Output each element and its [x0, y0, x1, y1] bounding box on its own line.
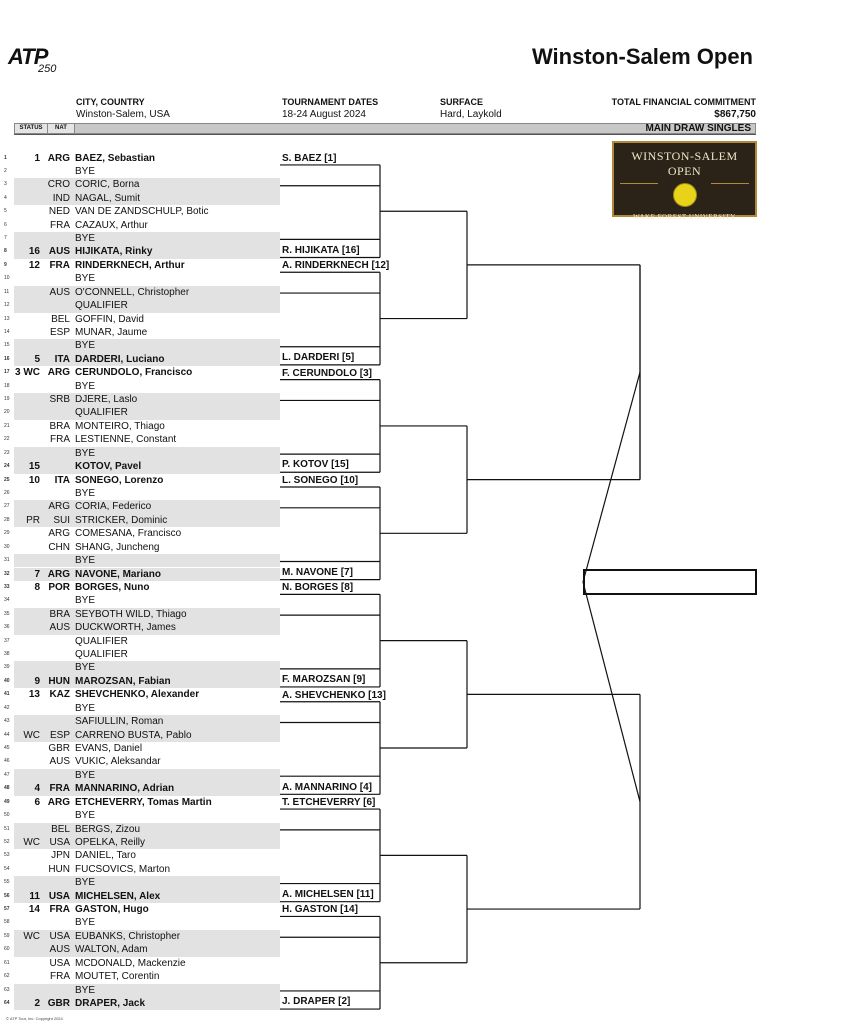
row-nat: BEL — [51, 313, 70, 325]
row-nat: FRA — [49, 783, 70, 795]
row-nat: ESP — [49, 326, 70, 338]
player-name: O'CONNELL, Christopher — [75, 286, 190, 298]
row-nat: SRB — [49, 394, 70, 406]
row-number: 4 — [4, 194, 7, 201]
row-status: PR — [26, 514, 40, 526]
round2-player: A. SHEVCHENKO [13] — [282, 689, 386, 701]
row-number: 40 — [4, 677, 10, 684]
player-name: BYE — [75, 488, 96, 499]
row-number: 29 — [4, 530, 10, 537]
city-label: CITY, COUNTRY — [76, 97, 145, 107]
row-nat: ITA — [54, 474, 70, 486]
row-nat: FRA — [49, 259, 70, 271]
row-nat: AUS — [49, 944, 70, 956]
row-number: 31 — [4, 557, 10, 564]
row-status: 2 — [34, 997, 40, 1009]
row-number: 49 — [4, 798, 10, 805]
row-number: 28 — [4, 516, 10, 523]
row-status: 7 — [34, 568, 40, 580]
row-nat: ESP — [49, 729, 70, 741]
player-name: BYE — [75, 273, 96, 285]
player-name: BYE — [75, 917, 96, 929]
row-number: 24 — [4, 463, 10, 470]
row-number: 42 — [4, 704, 10, 711]
player-name: FUCSOVICS, Marton — [75, 863, 171, 875]
row-number: 47 — [4, 771, 10, 778]
player-name: SHANG, Juncheng — [75, 541, 160, 553]
row-nat: GBR — [47, 997, 70, 1009]
player-name: ETCHEVERRY, Tomas Martin — [75, 796, 212, 808]
round2-player: J. DRAPER [2] — [282, 996, 351, 1008]
row-nat: BRA — [49, 608, 70, 620]
player-name: GASTON, Hugo — [75, 904, 149, 916]
player-name: DRAPER, Jack — [75, 997, 146, 1009]
row-number: 46 — [4, 758, 10, 765]
player-name: CAZAUX, Arthur — [75, 219, 148, 231]
round2-player: T. ETCHEVERRY [6] — [282, 797, 376, 808]
player-name: BYE — [75, 877, 96, 889]
sponsor-subtitle: WAKE FOREST UNIVERSITY — [633, 213, 736, 221]
player-name: CORIA, Federico — [75, 501, 152, 513]
dates-value: 18-24 August 2024 — [282, 109, 366, 120]
row-number: 10 — [4, 275, 10, 282]
bracket-line — [583, 372, 640, 582]
logo-sub: 250 — [38, 63, 57, 75]
row-nat: SUI — [53, 514, 70, 526]
player-name: COMESANA, Francisco — [75, 528, 182, 540]
row-nat: AUS — [48, 246, 70, 258]
round2-player: S. BAEZ [1] — [282, 152, 337, 164]
row-number: 52 — [4, 838, 10, 845]
player-name: CERUNDOLO, Francisco — [75, 367, 193, 379]
player-name: MCDONALD, Mackenzie — [75, 957, 186, 969]
row-number: 19 — [4, 396, 10, 403]
row-number: 2 — [4, 167, 7, 174]
player-name: MICHELSEN, Alex — [75, 890, 161, 902]
row-nat: AUS — [49, 286, 70, 298]
row-number: 27 — [4, 503, 10, 510]
row-nat: POR — [48, 581, 70, 593]
row-nat: KAZ — [49, 689, 70, 701]
player-name: DANIEL, Taro — [75, 850, 136, 862]
row-number: 11 — [4, 288, 10, 295]
player-name: GOFFIN, David — [75, 313, 144, 325]
player-name: DJERE, Laslo — [75, 394, 138, 406]
player-name: MAROZSAN, Fabian — [75, 675, 171, 687]
commitment-value: $867,750 — [714, 109, 756, 120]
row-nat: ITA — [54, 353, 70, 365]
row-nat: USA — [49, 836, 70, 848]
player-name: BAEZ, Sebastian — [75, 152, 156, 164]
player-name: RINDERKNECH, Arthur — [75, 259, 185, 271]
player-name: CORIC, Borna — [75, 179, 140, 191]
player-name: KOTOV, Pavel — [75, 461, 142, 473]
city-value: Winston-Salem, USA — [76, 109, 170, 120]
row-number: 51 — [4, 825, 10, 832]
row-status: 13 — [28, 689, 40, 701]
player-name: WALTON, Adam — [75, 944, 148, 956]
row-status: WC — [23, 930, 40, 942]
player-name: LESTIENNE, Constant — [75, 434, 177, 446]
row-number: 54 — [4, 865, 10, 872]
row-status: 16 — [28, 246, 40, 258]
row-number: 35 — [4, 610, 10, 617]
nat-column-header: NAT — [48, 124, 75, 133]
row-number: 12 — [4, 302, 10, 309]
player-name: SHEVCHENKO, Alexander — [75, 689, 200, 701]
row-nat: FRA — [49, 904, 70, 916]
player-name: MONTEIRO, Thiago — [75, 420, 165, 432]
row-number: 5 — [4, 208, 7, 215]
row-nat: ARG — [48, 501, 70, 513]
row-nat: ARG — [47, 367, 70, 379]
player-name: BYE — [75, 810, 96, 822]
round2-player: M. NAVONE [7] — [282, 566, 353, 578]
row-status: 3 WC — [15, 367, 40, 379]
row-number: 50 — [4, 812, 10, 819]
row-number: 13 — [4, 315, 10, 322]
surface-label: SURFACE — [440, 97, 484, 107]
row-number: 63 — [4, 986, 10, 993]
player-name: MOUTET, Corentin — [75, 971, 160, 983]
row-number: 15 — [4, 342, 10, 349]
player-name: OPELKA, Reilly — [75, 836, 146, 848]
row-nat: FRA — [50, 219, 70, 231]
row-number: 26 — [4, 490, 10, 496]
row-number: 60 — [4, 946, 10, 953]
round2-player: L. DARDERI [5] — [282, 352, 355, 364]
row-number: 9 — [4, 261, 7, 268]
player-name: BYE — [75, 662, 96, 674]
row-nat: IND — [52, 192, 70, 204]
player-name: BYE — [75, 233, 96, 245]
commitment-label: TOTAL FINANCIAL COMMITMENT — [611, 97, 756, 107]
row-number: 61 — [4, 959, 10, 966]
row-number: 8 — [4, 248, 7, 255]
player-name: BERGS, Zizou — [75, 823, 141, 835]
row-nat: USA — [49, 930, 70, 942]
row-number: 58 — [4, 919, 10, 926]
row-nat: ARG — [47, 796, 70, 808]
row-number: 20 — [4, 409, 10, 416]
row-nat: HUN — [48, 675, 70, 687]
player-name: SEYBOTH WILD, Thiago — [75, 608, 187, 620]
row-number: 7 — [4, 235, 7, 242]
row-number: 1 — [4, 154, 7, 161]
row-number: 14 — [4, 328, 10, 335]
round2-player: A. MICHELSEN [11] — [282, 888, 374, 900]
row-nat: FRA — [50, 971, 70, 983]
sponsor-title: WINSTON-SALEM OPEN — [631, 149, 738, 178]
player-name: BYE — [75, 555, 96, 567]
row-status: 15 — [28, 461, 40, 473]
row-number: 56 — [4, 892, 10, 899]
round2-player: A. MANNARINO [4] — [282, 781, 372, 793]
row-nat: BEL — [51, 823, 70, 835]
row-status: WC — [23, 836, 40, 848]
player-name: SAFIULLIN, Roman — [75, 716, 164, 728]
row-status: 9 — [34, 675, 40, 687]
row-number: 59 — [4, 932, 10, 939]
player-name: VAN DE ZANDSCHULP, Botic — [75, 206, 209, 218]
row-number: 41 — [4, 691, 10, 698]
row-number: 53 — [4, 852, 10, 859]
row-status: 4 — [34, 783, 40, 795]
row-number: 32 — [4, 570, 10, 577]
player-name: BYE — [75, 340, 96, 352]
row-nat: AUS — [49, 756, 70, 768]
row-number: 23 — [4, 449, 10, 456]
player-name: QUALIFIER — [75, 635, 128, 647]
round2-player: A. RINDERKNECH [12] — [282, 260, 390, 272]
player-name: EUBANKS, Christopher — [75, 930, 181, 942]
row-number: 34 — [4, 597, 10, 604]
main-draw-label: MAIN DRAW SINGLES — [645, 123, 751, 134]
row-status: 12 — [28, 259, 40, 271]
row-nat: ARG — [48, 528, 70, 540]
player-name: VUKIC, Aleksandar — [75, 756, 161, 768]
player-name: MANNARINO, Adrian — [75, 783, 175, 795]
player-name: NAVONE, Mariano — [75, 568, 161, 580]
footer-copyright: © ATP Tour, Inc. Copyright 2024 — [6, 1016, 63, 1021]
row-number: 62 — [4, 973, 10, 980]
round2-player: H. GASTON [14] — [282, 904, 358, 916]
round2-player: N. BORGES [8] — [282, 582, 354, 594]
dates-label: TOURNAMENT DATES — [282, 97, 379, 107]
row-number: 6 — [4, 221, 7, 228]
row-number: 43 — [4, 718, 10, 725]
row-number: 44 — [4, 731, 10, 738]
status-column-header: STATUS — [15, 124, 48, 133]
row-status: 14 — [28, 904, 40, 916]
surface-value: Hard, Laykold — [440, 109, 502, 120]
round2-player: R. HIJIKATA [16] — [282, 244, 360, 256]
player-name: BYE — [75, 595, 96, 607]
player-name: QUALIFIER — [75, 649, 128, 661]
row-status: 1 — [34, 152, 40, 164]
tournament-title: Winston-Salem Open — [531, 44, 753, 69]
row-nat: NED — [48, 206, 70, 218]
row-number: 45 — [4, 744, 10, 751]
player-name: DARDERI, Luciano — [75, 353, 165, 365]
player-name: DUCKWORTH, James — [75, 622, 176, 634]
row-status: 5 — [34, 353, 40, 365]
player-name: BYE — [75, 165, 96, 177]
row-number: 37 — [4, 637, 10, 644]
row-nat: ARG — [47, 152, 70, 164]
row-nat: USA — [48, 890, 70, 902]
row-nat: JPN — [51, 850, 70, 862]
player-name: BYE — [75, 984, 96, 996]
row-nat: FRA — [50, 434, 70, 446]
row-status: WC — [23, 729, 40, 741]
row-number: 30 — [4, 543, 10, 550]
round2-player: P. KOTOV [15] — [282, 459, 349, 471]
player-name: HIJIKATA, Rinky — [75, 246, 153, 258]
player-name: EVANS, Daniel — [75, 742, 143, 754]
player-name: BORGES, Nuno — [75, 581, 150, 593]
logo-main: ATP — [8, 44, 48, 69]
player-name: NAGAL, Sumit — [75, 192, 141, 204]
row-nat: BRA — [49, 420, 70, 432]
row-number: 21 — [4, 422, 10, 429]
row-number: 48 — [4, 785, 10, 792]
round2-player: L. SONEGO [10] — [282, 474, 359, 486]
row-nat: GBR — [48, 742, 70, 754]
row-nat: CHN — [48, 541, 70, 553]
row-number: 18 — [4, 382, 10, 389]
row-number: 22 — [4, 436, 10, 443]
player-name: BYE — [75, 447, 96, 459]
row-number: 33 — [4, 583, 10, 590]
player-name: CARRENO BUSTA, Pablo — [75, 729, 192, 741]
row-number: 17 — [4, 369, 10, 376]
row-number: 16 — [4, 355, 10, 362]
row-status: 6 — [34, 796, 40, 808]
row-nat: AUS — [49, 622, 70, 634]
player-name: MUNAR, Jaume — [75, 326, 148, 338]
player-name: BYE — [75, 380, 96, 392]
row-number: 64 — [4, 999, 10, 1006]
row-number: 38 — [4, 651, 10, 658]
row-status: 8 — [34, 581, 40, 593]
row-nat: HUN — [48, 863, 70, 875]
bracket-line — [583, 582, 640, 802]
row-status: 11 — [29, 890, 40, 902]
row-number: 55 — [4, 879, 10, 886]
player-name: SONEGO, Lorenzo — [75, 474, 164, 486]
row-number: 3 — [4, 181, 7, 188]
row-number: 39 — [4, 664, 10, 671]
player-name: BYE — [75, 769, 96, 781]
player-name: QUALIFIER — [75, 300, 128, 312]
row-nat: ARG — [47, 568, 70, 580]
player-name: BYE — [75, 702, 96, 714]
row-nat: USA — [49, 957, 70, 969]
row-number: 57 — [4, 906, 10, 913]
player-name: QUALIFIER — [75, 407, 128, 419]
champion-box — [583, 569, 757, 595]
player-name: STRICKER, Dominic — [75, 514, 168, 526]
row-status: 10 — [28, 474, 40, 486]
round2-player: F. MAROZSAN [9] — [282, 674, 366, 686]
row-nat: CRO — [47, 179, 70, 191]
row-number: 36 — [4, 624, 10, 631]
row-number: 25 — [4, 476, 10, 483]
round2-player: F. CERUNDOLO [3] — [282, 367, 372, 379]
